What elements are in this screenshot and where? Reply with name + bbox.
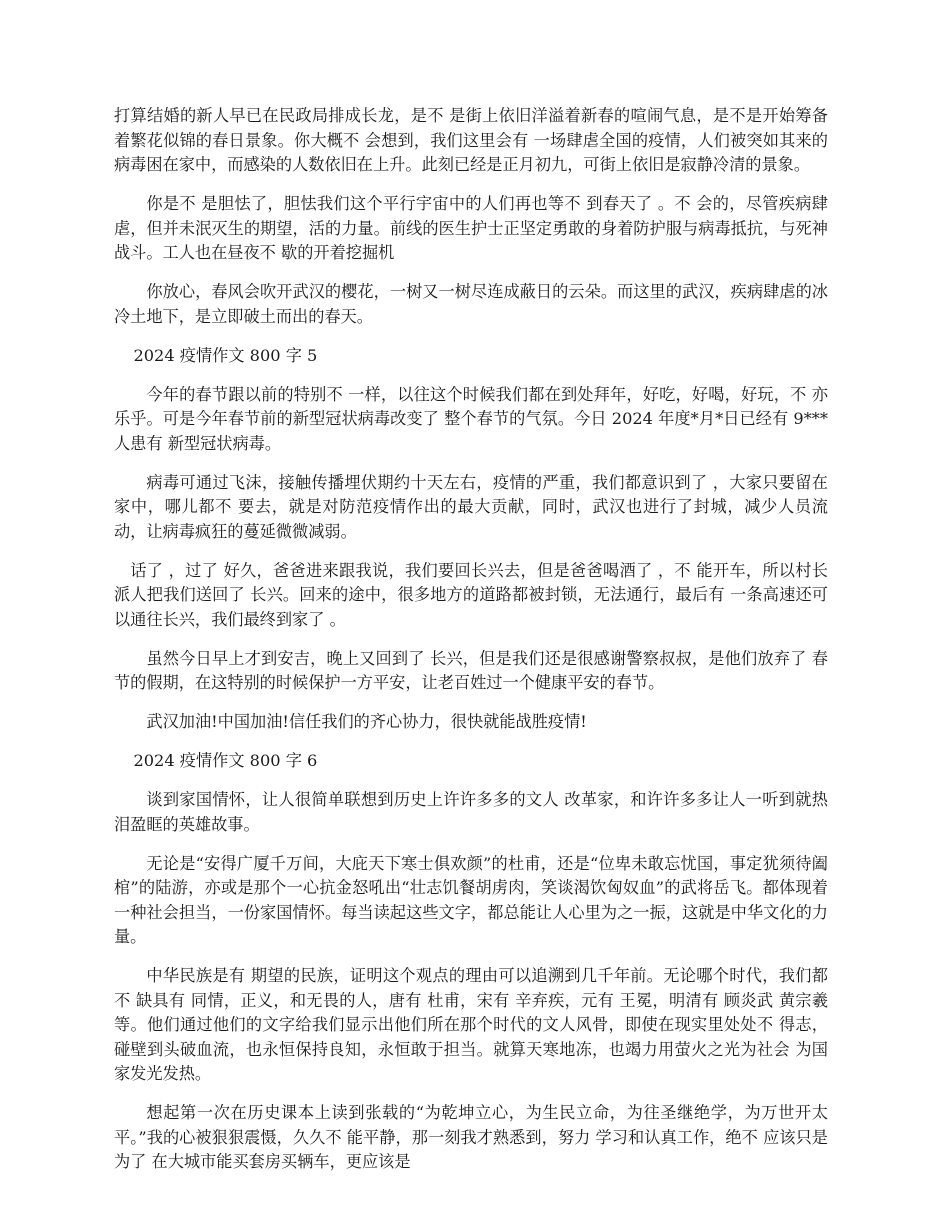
paragraph-4: 今年的春节跟以前的特别不 一样，以往这个时候我们都在到处拜年，好吃，好喝，好玩，不 亦乐乎。可是今年春节前的新型冠状病毒改变了 整个春节的气氛。今日 2024 年度*月*日已经有 9***人患有 新型冠状病毒。	[114, 384, 828, 453]
paragraph-5: 病毒可通过飞沫，接触传播埋伏期约十天左右，疫情的严重，我们都意识到了 ，大家只要留在家中，哪儿都不 要去，就是对防范疫情作出的最大贡献，同时，武汉也进行了封城，减少人员流动，让病毒疯狂的蔓延微微减弱。	[114, 472, 828, 541]
paragraph-2: 你是不 是胆怯了，胆怯我们这个平行宇宙中的人们再也等不 到春天了 。不 会的，尽管疾病肆虐，但并未泯灭生的期望，活的力量。前线的医生护士正坚定勇敢的身着防护服与病毒抵抗，与死神战斗。工人也在昼夜不 歇的开着挖掘机	[114, 194, 828, 262]
paragraph-10: 无论是“安得广厦千万间，大庇天下寒士俱欢颜”的杜甫，还是“位卑未敢忘忧国，事定犹须待阖棺”的陆游，亦或是那个一心抗金怒吼出“壮志饥餐胡虏肉，笑谈渴饮匈奴血”的武将岳飞。都体现着一种社会担当，一份家国情怀。每当读起这些文字，都总能让人心里为之一振，这就是中华文化的力量。	[114, 853, 828, 946]
paragraph-7: 虽然今日早上才到安吉，晚上又回到了 长兴，但是我们还是很感谢警察叔叔，是他们放弃了 春节的假期，在这特别的时候保护一方平安，让老百姓过一个健康平安的春节。	[114, 648, 828, 692]
paragraph-6: 话了 ，过了 好久，爸爸进来跟我说，我们要回长兴去，但是爸爸喝酒了 ，不 能开车，所以村长派人把我们送回了 长兴。回来的途中，很多地方的道路都被封锁，无法通行，最后有 一条高速还可以通往长兴，我们最终到家了 。	[114, 560, 828, 629]
section-heading-5: 2024 疫情作文 800 字 5	[133, 345, 318, 365]
paragraph-3: 你放心，春风会吹开武汉的樱花，一树又一树尽连成蔽日的云朵。而这里的武汉，疾病肆虐的冰冷土地下，是立即破土而出的春天。	[114, 282, 828, 326]
paragraph-9: 谈到家国情怀，让人很简单联想到历史上许许多多的文人 改革家，和许许多多让人一听到就热泪盈眶的英雄故事。	[114, 790, 828, 834]
paragraph-11: 中华民族是有 期望的民族，证明这个观点的理由可以追溯到几千年前。无论哪个时代，我们都不 缺具有 同情，正义，和无畏的人，唐有 杜甫，宋有 辛弃疾，元有 王冕，明清有 顾炎武 黄宗羲等。他们通过他们的文字给我们显示出他们所在那个时代的文人风骨，即使在现实里处处不 得志，碰壁到头破血流，也永恒保持良知，永恒敢于担当。就算天寒地冻，也竭力用萤火之光为社会 为国家发光发热。	[114, 966, 828, 1083]
section-heading-6: 2024 疫情作文 800 字 6	[133, 751, 318, 770]
document-page	[114, 104, 828, 1189]
paragraph-8: 武汉加油!中国加油!信任我们的齐心协力，很快就能战胜疫情!	[146, 712, 587, 731]
paragraph-1: 打算结婚的新人早已在民政局排成长龙，是不 是街上依旧洋溢着新春的喧闹气息，是不是开始筹备着繁花似锦的春日景象。你大概不 会想到，我们这里会有 一场肆虐全国的疫情，人们被突如其来的病毒困在家中，而感染的人数依旧在上升。此刻已经是正月初九，可街上依旧是寂静冷清的景象。	[114, 106, 828, 174]
paragraph-12: 想起第一次在历史课本上读到张载的“为乾坤立心，为生民立命，为往圣继绝学，为万世开太平。”我的心被狠狠震慑，久久不 能平静，那一刻我才熟悉到，努力 学习和认真工作，绝不 应该只是为了 在大城市能买套房买辆车，更应该是	[114, 1103, 828, 1171]
